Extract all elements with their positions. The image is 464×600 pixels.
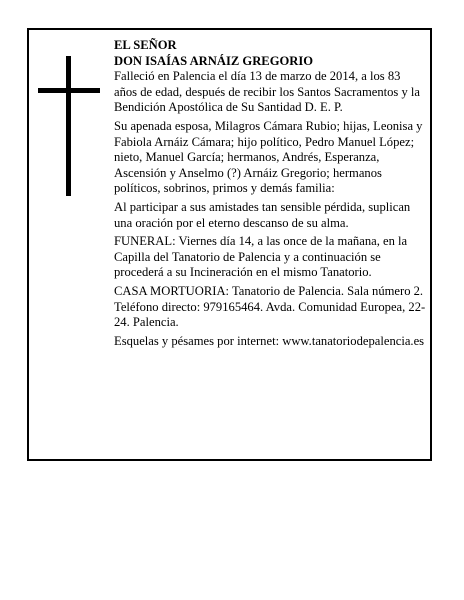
prayer-request: Al participar a sus amistades tan sensible pérdida, suplican una oración por el eterno descanso de su alma.: [114, 199, 411, 230]
obituary-text: [114, 38, 426, 352]
heading-title: EL SEÑOR: [114, 38, 177, 52]
cross-horizontal-bar: [38, 88, 100, 93]
funeral-details: FUNERAL: Viernes día 14, a las once de la mañana, en la Capilla del Tanatorio de Palencia y a continuación se procederá a su Incineración en el mismo Tanatorio.: [114, 234, 408, 280]
mortuary-details: CASA MORTUORIA: Tanatorio de Palencia. Sala número 2. Teléfono directo: 979165464. Avda. Comunidad Europea, 22-24. Palencia.: [114, 283, 426, 330]
family-list: Su apenada esposa, Milagros Cámara Rubio; hijas, Leonisa y Fabiola Arnáiz Cámara; hijo político, Pedro Manuel López; nieto, Manuel García; hermanos, Andrés, Esperanza, Ascensión y Anselmo (?) Arnáiz Gregorio; hermanos políticos, sobrinos, primos y demás familia:: [114, 118, 423, 196]
internet-condolences: Esquelas y pésames por internet: www.tanatoriodepalencia.es: [114, 333, 425, 348]
cross-icon: [38, 56, 100, 196]
deceased-name: DON ISAÍAS ARNÁIZ GREGORIO: [114, 53, 314, 68]
death-announcement: Falleció en Palencia el día 13 de marzo de 2014, a los 83 años de edad, después de recibir los Santos Sacramentos y la Bendición Apostólica de Su Santidad D. E. P.: [114, 69, 421, 115]
cross-vertical-bar: [66, 56, 71, 196]
